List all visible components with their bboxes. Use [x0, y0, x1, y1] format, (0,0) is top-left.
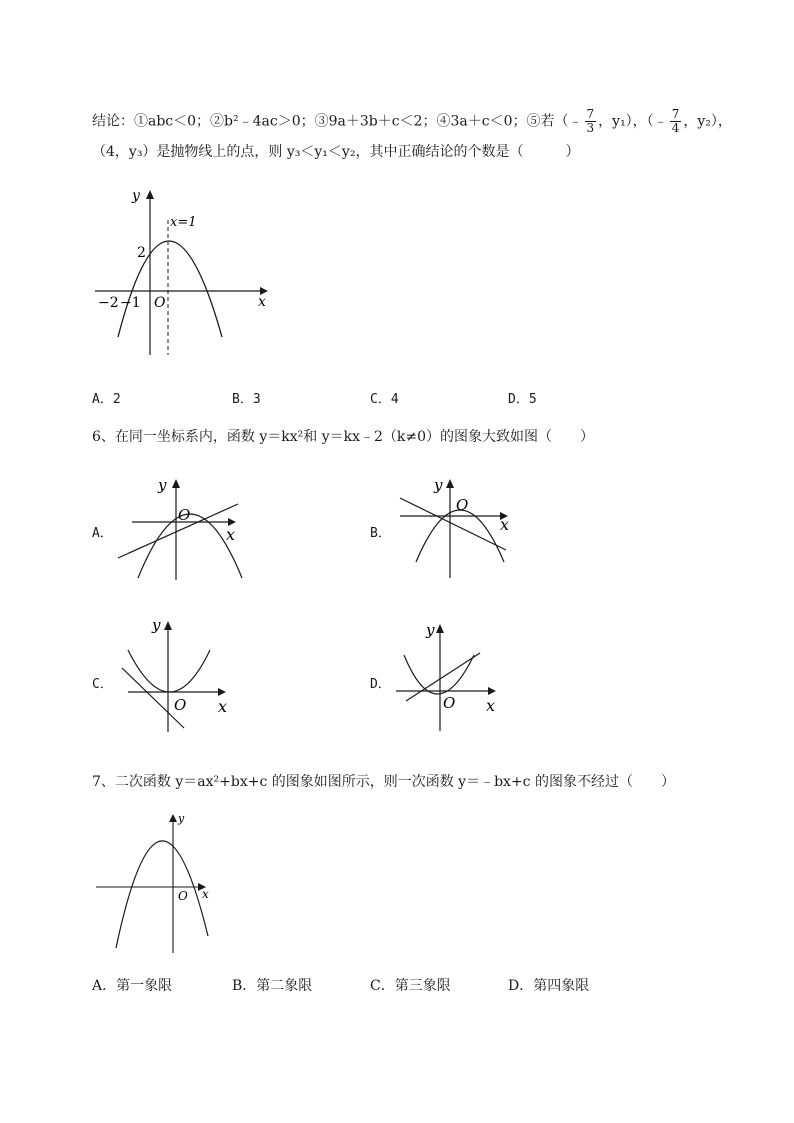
q7-parabola	[116, 841, 208, 948]
q5-conclusion-a: 结论：①abc＜0；②b²﹣4ac＞0；③9a＋3b＋c＜2；④3a＋c＜0；⑤若（﹣	[92, 113, 583, 130]
q6c-x-arrow-icon	[218, 688, 226, 696]
q6-graph-b[interactable]	[388, 470, 538, 585]
q6d-origin-label: O	[443, 694, 456, 712]
q6b-x-label: x	[500, 515, 510, 534]
q5-conclusion-b: ，y₁），（﹣	[598, 113, 668, 130]
q5-origin-label: O	[154, 295, 166, 311]
q7-stem: 7、二次函数 y＝ax²+bx+c 的图象如图所示，则一次函数 y＝﹣bx+c 的图象不经过（ ）	[92, 774, 675, 790]
q5-tick-neg2: −2	[98, 295, 119, 311]
q7-option-d[interactable]: D．第四象限	[508, 978, 590, 994]
q6b-parabola	[416, 510, 504, 562]
q5-y-arrow-icon	[146, 190, 154, 199]
frac1-numerator: 7	[586, 107, 595, 121]
q5-option-d[interactable]: D．5	[508, 392, 537, 407]
q5-option-c[interactable]: C．4	[370, 392, 399, 407]
q6c-x-label: x	[218, 697, 228, 716]
q5-conclusion-c: ，y₂），	[683, 113, 732, 130]
q5-parabola-graph	[90, 180, 280, 365]
q6b-origin-label: O	[456, 496, 469, 514]
q5-option-b[interactable]: B．3	[232, 392, 261, 407]
q6c-y-label: y	[152, 616, 161, 634]
q7-parabola-graph	[90, 808, 220, 958]
frac2-denominator: 4	[671, 121, 680, 135]
q6-graph-c[interactable]	[110, 610, 260, 735]
q6-stem: 6、在同一坐标系内，函数 y＝kx²和 y＝kx﹣2（k≠0）的图象大致如图（ ）	[92, 429, 595, 445]
q7-option-b[interactable]: B．第二象限	[232, 978, 313, 994]
q5-x-label: x	[258, 294, 266, 310]
q6-graph-d[interactable]	[388, 615, 538, 735]
frac1-denominator: 3	[586, 121, 595, 135]
q6a-origin-label: O	[178, 506, 191, 524]
q5-option-a[interactable]: A．2	[92, 392, 121, 407]
q7-y-arrow-icon	[169, 814, 177, 822]
q7-option-c[interactable]: C．第三象限	[370, 978, 451, 994]
q6b-line	[400, 498, 506, 550]
q6-graph-a[interactable]	[110, 470, 260, 585]
frac2-numerator: 7	[671, 107, 680, 121]
q5-fraction-2	[670, 108, 682, 135]
q5-question-line: （4，y₃）是抛物线上的点，则 y₃＜y₁＜y₂，其中正确结论的个数是（ ）	[92, 144, 580, 160]
q7-origin-label: O	[178, 889, 188, 903]
q6d-y-label: y	[426, 621, 435, 639]
q6d-x-arrow-icon	[488, 687, 496, 695]
q6d-y-arrow-icon	[436, 624, 444, 633]
q6a-y-arrow-icon	[172, 479, 180, 488]
q5-axis-label: x=1	[170, 215, 197, 230]
q6c-origin-label: O	[174, 696, 187, 714]
q6d-x-label: x	[486, 696, 496, 715]
q6b-y-label: y	[434, 476, 443, 494]
q7-x-label: x	[202, 887, 209, 901]
q5-y-label: y	[132, 188, 140, 204]
q6b-y-arrow-icon	[446, 479, 454, 488]
q6a-y-label: y	[158, 476, 167, 494]
q5-parabola	[118, 241, 222, 337]
q5-fraction-1	[585, 108, 597, 135]
q6-letter-c: C．	[92, 677, 113, 692]
q6-letter-a: A．	[92, 526, 113, 541]
q6-letter-d: D．	[370, 677, 391, 692]
q6c-y-arrow-icon	[164, 621, 172, 630]
q5-tick-neg1: −1	[120, 295, 141, 311]
q6-letter-b: B．	[370, 526, 391, 541]
q6d-parabola	[404, 655, 474, 694]
q7-option-a[interactable]: A．第一象限	[92, 978, 173, 994]
q7-y-label: y	[178, 812, 185, 825]
q6a-x-label: x	[226, 525, 236, 544]
q5-tick-2: 2	[137, 245, 146, 261]
q5-conclusion-line	[92, 108, 732, 135]
